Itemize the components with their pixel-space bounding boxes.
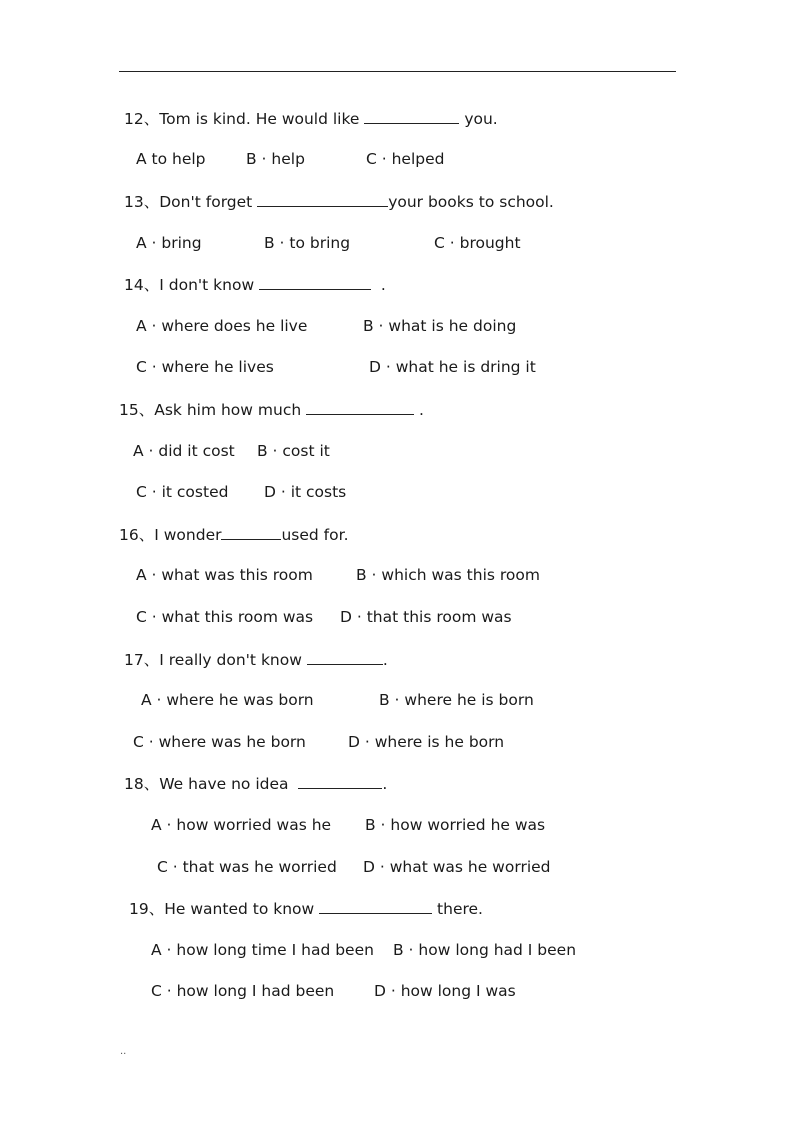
option-a[interactable]: A to help	[136, 150, 206, 168]
question-text: I wonder	[154, 526, 222, 544]
question-separator: 、	[143, 193, 160, 211]
question-separator: 、	[143, 110, 160, 128]
question-number: 17	[124, 651, 144, 669]
option-a[interactable]: A · where he was born	[141, 691, 314, 709]
question-text-end: .	[382, 775, 388, 793]
question-number: 16	[119, 526, 139, 544]
answer-blank[interactable]	[319, 898, 432, 914]
option-c[interactable]: C · helped	[366, 150, 445, 168]
answer-blank[interactable]	[307, 649, 383, 665]
question-text-end: .	[414, 401, 424, 419]
option-b[interactable]: B · how worried he was	[365, 816, 546, 834]
option-b[interactable]: B · cost it	[257, 442, 330, 460]
question-13	[124, 191, 554, 212]
option-c[interactable]: C · it costed	[136, 483, 229, 501]
option-c[interactable]: C · what this room was	[136, 608, 314, 626]
option-c[interactable]: C · where he lives	[136, 358, 274, 376]
question-number: 19	[129, 900, 149, 918]
question-separator: 、	[143, 276, 160, 294]
option-b[interactable]: B · help	[246, 150, 305, 168]
question-18	[124, 773, 387, 794]
option-a[interactable]: A · did it cost	[133, 442, 235, 460]
option-a[interactable]: A · how long time I had been	[151, 941, 374, 959]
option-c[interactable]: C · brought	[434, 234, 521, 252]
question-text-end: there.	[432, 900, 483, 918]
answer-blank[interactable]	[306, 399, 414, 415]
answer-blank[interactable]	[364, 108, 459, 124]
option-d[interactable]: D · it costs	[264, 483, 347, 501]
answer-blank[interactable]	[257, 191, 388, 207]
option-b[interactable]: B · where he is born	[379, 691, 534, 709]
answer-blank[interactable]	[298, 773, 382, 789]
answer-blank[interactable]	[259, 274, 371, 290]
question-text-end: you.	[459, 110, 498, 128]
question-number: 14	[124, 276, 144, 294]
option-a[interactable]: A · what was this room	[136, 566, 313, 584]
option-b[interactable]: B · which was this room	[356, 566, 540, 584]
question-text-end: .	[371, 276, 386, 294]
option-c[interactable]: C · where was he born	[133, 733, 306, 751]
option-a[interactable]: A · where does he live	[136, 317, 308, 335]
question-separator: 、	[138, 401, 155, 419]
question-number: 18	[124, 775, 144, 793]
question-15	[119, 399, 424, 420]
option-b[interactable]: B · how long had I been	[393, 941, 577, 959]
question-number: 13	[124, 193, 144, 211]
question-number: 15	[119, 401, 139, 419]
answer-blank[interactable]	[221, 524, 281, 540]
question-text: We have no idea	[159, 775, 299, 793]
question-text: Ask him how much	[154, 401, 307, 419]
option-d[interactable]: D · how long I was	[374, 982, 516, 1000]
option-a[interactable]: A · how worried was he	[151, 816, 332, 834]
question-text: He wanted to know	[164, 900, 320, 918]
question-14	[124, 274, 386, 295]
footer-mark: ..	[120, 1046, 127, 1057]
question-12	[124, 108, 498, 129]
question-text-end: used for.	[281, 526, 349, 544]
option-b[interactable]: B · what is he doing	[363, 317, 517, 335]
question-text-end: your books to school.	[388, 193, 554, 211]
question-19	[129, 898, 483, 919]
option-c[interactable]: C · that was he worried	[157, 858, 337, 876]
question-text: Tom is kind. He would like	[159, 110, 365, 128]
question-separator: 、	[143, 775, 160, 793]
question-text: Don't forget	[159, 193, 258, 211]
option-d[interactable]: D · where is he born	[348, 733, 505, 751]
option-b[interactable]: B · to bring	[264, 234, 351, 252]
option-d[interactable]: D · that this room was	[340, 608, 512, 626]
question-separator: 、	[143, 651, 160, 669]
option-d[interactable]: D · what was he worried	[363, 858, 551, 876]
question-16	[119, 524, 349, 545]
question-number: 12	[124, 110, 144, 128]
option-d[interactable]: D · what he is dring it	[369, 358, 536, 376]
question-text: I really don't know	[159, 651, 307, 669]
question-text: I don't know	[159, 276, 260, 294]
option-c[interactable]: C · how long I had been	[151, 982, 335, 1000]
question-separator: 、	[148, 900, 165, 918]
question-text-end: .	[382, 651, 388, 669]
question-17	[124, 649, 388, 670]
header-rule	[119, 71, 676, 72]
question-separator: 、	[138, 526, 155, 544]
option-a[interactable]: A · bring	[136, 234, 202, 252]
